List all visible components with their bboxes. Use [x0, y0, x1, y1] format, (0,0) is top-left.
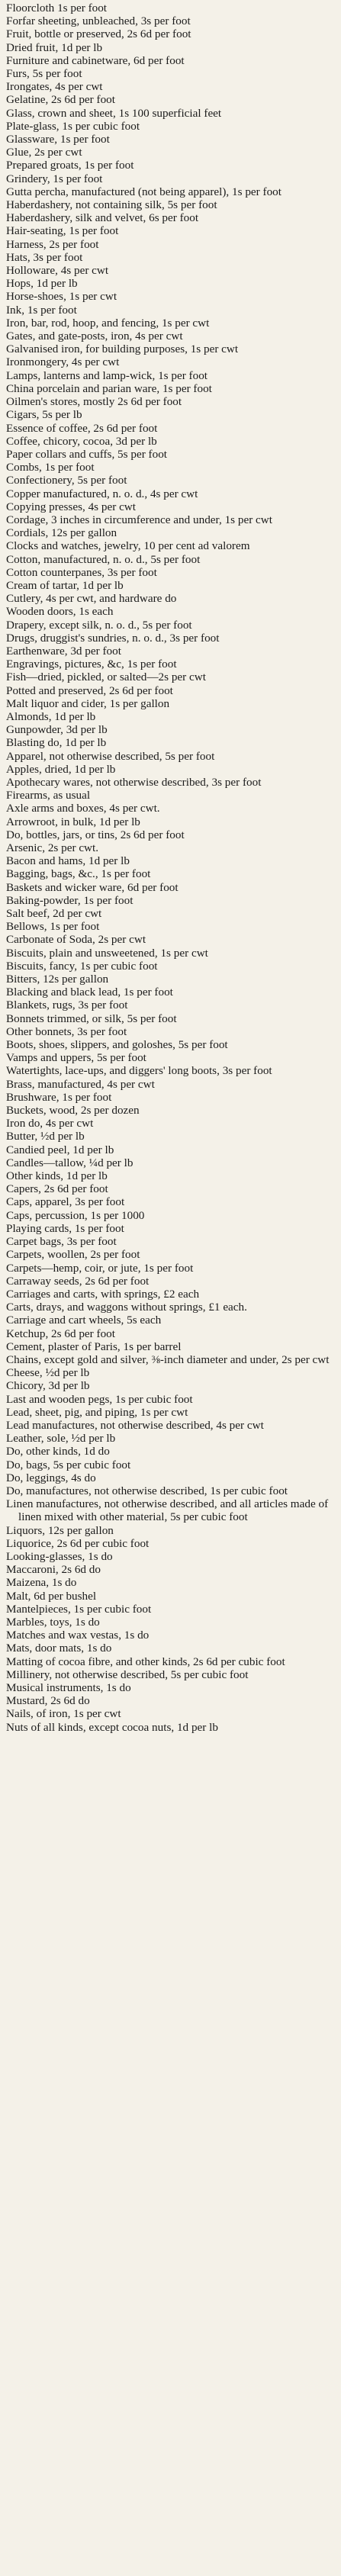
tariff-entry: Furniture and cabinetware, 6d per foot	[6, 53, 185, 67]
tariff-entry: Holloware, 4s per cwt	[6, 264, 109, 278]
tariff-entry: Blankets, rugs, 3s per foot	[6, 999, 128, 1012]
tariff-entry: Linen manufactures, not otherwise described, and all articles made of linen mixed with other material, 5s per cubic foot	[6, 1497, 329, 1524]
tariff-entry: Liquors, 12s per gallon	[6, 1523, 114, 1537]
tariff-entry: Carpets, woollen, 2s per foot	[6, 1248, 140, 1262]
tariff-entry: Cream of tartar, 1d per lb	[6, 578, 124, 592]
tariff-entry: Do, bottles, jars, or tins, 2s 6d per foot	[6, 828, 185, 841]
tariff-entry: Biscuits, fancy, 1s per cubic foot	[6, 959, 158, 973]
tariff-entry: Copying presses, 4s per cwt	[6, 500, 136, 513]
tariff-entry: Baskets and wicker ware, 6d per foot	[6, 880, 179, 894]
tariff-entry: Arsenic, 2s per cwt.	[6, 841, 99, 854]
tariff-entry: Cotton counterpanes, 3s per foot	[6, 565, 157, 579]
tariff-entry: Maizena, 1s do	[6, 1576, 77, 1590]
tariff-entry: Hair-seating, 1s per foot	[6, 224, 119, 238]
tariff-entry: Candied peel, 1d per lb	[6, 1143, 114, 1156]
tariff-entry: Malt, 6d per bushel	[6, 1589, 97, 1603]
tariff-entry: Chicory, 3d per lb	[6, 1379, 90, 1393]
tariff-entry: Lamps, lanterns and lamp-wick, 1s per foot	[6, 368, 208, 382]
tariff-entry: Watertights, lace-ups, and diggers' long boots, 3s per foot	[6, 1064, 272, 1078]
tariff-entry: Looking-glasses, 1s do	[6, 1549, 113, 1563]
tariff-entry: Clocks and watches, jewelry, 10 per cent ad valorem	[6, 539, 250, 553]
tariff-entry: Butter, ½d per lb	[6, 1130, 85, 1143]
tariff-entry: Apothecary wares, not otherwise described, 3s per foot	[6, 775, 262, 789]
tariff-entry: Matches and wax vestas, 1s do	[6, 1629, 150, 1642]
tariff-entry: Drapery, except silk, n. o. d., 5s per foot	[6, 618, 192, 632]
tariff-entry: Bacon and hams, 1d per lb	[6, 854, 130, 868]
tariff-entry: Plate-glass, 1s per cubic foot	[6, 119, 140, 133]
tariff-entry: Ironmongery, 4s per cwt	[6, 355, 120, 369]
tariff-entry: Salt beef, 2d per cwt	[6, 907, 102, 921]
tariff-entry: Gunpowder, 3d per lb	[6, 723, 108, 737]
tariff-entry: Horse-shoes, 1s per cwt	[6, 290, 117, 304]
tariff-entry: Floorcloth 1s per foot	[6, 2, 108, 14]
tariff-entry: Brushware, 1s per foot	[6, 1090, 112, 1104]
tariff-entry: Forfar sheeting, unbleached, 3s per foot	[6, 14, 191, 28]
tariff-entry: Haberdashery, not containing silk, 5s per foot	[6, 198, 217, 212]
tariff-entry: Other bonnets, 3s per foot	[6, 1024, 127, 1038]
tariff-entry: Fish—dried, pickled, or salted—2s per cwt	[6, 671, 206, 684]
tariff-entry: Nails, of iron, 1s per cwt	[6, 1707, 121, 1721]
tariff-entry: Apparel, not otherwise described, 5s per foot	[6, 749, 215, 763]
tariff-entry: Mats, door mats, 1s do	[6, 1642, 112, 1655]
tariff-entry: Brass, manufactured, 4s per cwt	[6, 1077, 155, 1091]
tariff-entry: Glassware, 1s per foot	[6, 133, 110, 146]
tariff-entry: Carriages and carts, with springs, £2 each	[6, 1287, 200, 1301]
tariff-entry: Candles—tallow, ¼d per lb	[6, 1156, 134, 1169]
tariff-entry: Musical instruments, 1s do	[6, 1681, 131, 1694]
tariff-entry: Prepared groats, 1s per foot	[6, 159, 134, 172]
tariff-entry: Carpets—hemp, coir, or jute, 1s per foot	[6, 1261, 194, 1275]
tariff-entry: Paper collars and cuffs, 5s per foot	[6, 447, 168, 461]
tariff-entry: Playing cards, 1s per foot	[6, 1221, 124, 1235]
tariff-entry: Millinery, not otherwise described, 5s per cubic foot	[6, 1667, 249, 1681]
tariff-entry: Cotton, manufactured, n. o. d., 5s per foot	[6, 552, 201, 566]
tariff-entry: Other kinds, 1d per lb	[6, 1169, 108, 1183]
tariff-entry: Vamps and uppers, 5s per foot	[6, 1051, 146, 1065]
tariff-entry: Maccaroni, 2s 6d do	[6, 1563, 101, 1577]
tariff-entry: China porcelain and parian ware, 1s per foot	[6, 381, 212, 395]
tariff-entry: Leather, sole, ½d per lb	[6, 1432, 116, 1446]
tariff-entry: Gutta percha, manufactured (not being apparel), 1s per foot	[6, 185, 281, 198]
tariff-entry: Blasting do, 1d per lb	[6, 736, 107, 750]
tariff-entry: Mantelpieces, 1s per cubic foot	[6, 1602, 152, 1616]
tariff-entry: Bonnets trimmed, or silk, 5s per foot	[6, 1011, 177, 1025]
tariff-entry: Hats, 3s per foot	[6, 250, 83, 264]
tariff-entry: Irongates, 4s per cwt	[6, 80, 103, 94]
tariff-entry: Glass, crown and sheet, 1s 100 superficial feet	[6, 106, 222, 120]
tariff-entry: Buckets, wood, 2s per dozen	[6, 1104, 140, 1118]
tariff-entry: Harness, 2s per foot	[6, 237, 99, 251]
tariff-entry: Copper manufactured, n. o. d., 4s per cwt	[6, 487, 198, 500]
tariff-entry: Biscuits, plain and unsweetened, 1s per cwt	[6, 946, 208, 960]
tariff-entry: Carriage and cart wheels, 5s each	[6, 1314, 162, 1327]
tariff-entry: Apples, dried, 1d per lb	[6, 762, 116, 776]
tariff-entry: Dried fruit, 1d per lb	[6, 40, 103, 54]
tariff-entry: Wooden doors, 1s each	[6, 605, 114, 619]
tariff-entry: Cement, plaster of Paris, 1s per barrel	[6, 1339, 182, 1353]
tariff-entry: Nuts of all kinds, except cocoa nuts, 1d per lb	[6, 1720, 218, 1734]
tariff-entry: Mustard, 2s 6d do	[6, 1694, 90, 1708]
tariff-entry: Ketchup, 2s 6d per foot	[6, 1327, 115, 1340]
tariff-entry: Carraway seeds, 2s 6d per foot	[6, 1274, 150, 1288]
tariff-entry: Carpet bags, 3s per foot	[6, 1235, 117, 1249]
tariff-entry: Do, other kinds, 1d do	[6, 1445, 110, 1458]
tariff-entry: Malt liquor and cider, 1s per gallon	[6, 696, 170, 710]
tariff-entry: Fruit, bottle or preserved, 2s 6d per foot	[6, 27, 191, 41]
tariff-entry: Caps, percussion, 1s per 1000	[6, 1208, 145, 1222]
tariff-entry: Galvanised iron, for building purposes, 1s per cwt	[6, 343, 239, 356]
tariff-entry: Essence of coffee, 2s 6d per foot	[6, 421, 158, 435]
tariff-entry: Baking-powder, 1s per foot	[6, 893, 134, 907]
tariff-entry: Axle arms and boxes, 4s per cwt.	[6, 802, 160, 815]
tariff-entry: Iron, bar, rod, hoop, and fencing, 1s per cwt	[6, 316, 210, 330]
tariff-entry: Hops, 1d per lb	[6, 277, 78, 291]
tariff-entry: Combs, 1s per foot	[6, 461, 95, 474]
tariff-entry: Boots, shoes, slippers, and goloshes, 5s per foot	[6, 1038, 228, 1052]
tariff-entry: Glue, 2s per cwt	[6, 146, 82, 159]
tariff-entry: Gelatine, 2s 6d per foot	[6, 93, 115, 107]
tariff-entry: Engravings, pictures, &c, 1s per foot	[6, 658, 177, 671]
tariff-entry: Ink, 1s per foot	[6, 303, 77, 317]
tariff-entry: Last and wooden pegs, 1s per cubic foot	[6, 1392, 193, 1406]
tariff-entry: Chains, except gold and silver, ⅜-inch diameter and under, 2s per cwt	[6, 1352, 330, 1366]
tariff-entry: Bellows, 1s per foot	[6, 920, 100, 934]
tariff-entry: Marbles, toys, 1s do	[6, 1615, 100, 1629]
tariff-entry: Grindery, 1s per foot	[6, 172, 103, 185]
tariff-entry: Do, bags, 5s per cubic foot	[6, 1458, 131, 1471]
tariff-entry: Furs, 5s per foot	[6, 67, 82, 81]
tariff-entry: Almonds, 1d per lb	[6, 709, 96, 723]
tariff-entry: Carbonate of Soda, 2s per cwt	[6, 933, 146, 947]
tariff-entry: Cheese, ½d per lb	[6, 1366, 90, 1380]
tariff-entry: Firearms, as usual	[6, 789, 91, 802]
tariff-entry: Bitters, 12s per gallon	[6, 973, 109, 986]
tariff-entry: Cordage, 3 inches in circumference and under, 1s per cwt	[6, 513, 272, 526]
tariff-entry: Do, leggings, 4s do	[6, 1471, 96, 1484]
tariff-entry: Cordials, 12s per gallon	[6, 526, 117, 540]
tariff-entry: Do, manufactures, not otherwise described, 1s per cubic foot	[6, 1484, 288, 1497]
tariff-entry: Matting of cocoa fibre, and other kinds, 2s 6d per cubic foot	[6, 1655, 285, 1668]
tariff-entry: Oilmen's stores, mostly 2s 6d per foot	[6, 395, 182, 409]
tariff-entry: Earthenware, 3d per foot	[6, 644, 121, 658]
tariff-entry: Confectionery, 5s per foot	[6, 474, 127, 487]
tariff-entry: Gates, and gate-posts, iron, 4s per cwt	[6, 330, 183, 343]
tariff-entry: Iron do, 4s per cwt	[6, 1117, 94, 1130]
tariff-entry: Carts, drays, and waggons without springs, £1 each.	[6, 1301, 247, 1314]
tariff-entry: Potted and preserved, 2s 6d per foot	[6, 683, 173, 697]
tariff-entry: Cigars, 5s per lb	[6, 408, 82, 422]
tariff-entry: Lead manufactures, not otherwise described, 4s per cwt	[6, 1418, 264, 1432]
tariff-entry: Bagging, bags, &c., 1s per foot	[6, 867, 151, 881]
tariff-entry: Haberdashery, silk and velvet, 6s per foot	[6, 211, 199, 225]
tariff-entry: Liquorice, 2s 6d per cubic foot	[6, 1536, 150, 1550]
tariff-entry: Arrowroot, in bulk, 1d per lb	[6, 815, 140, 828]
tariff-entry: Coffee, chicory, cocoa, 3d per lb	[6, 434, 157, 448]
tariff-entry: Cutlery, 4s per cwt, and hardware do	[6, 592, 177, 606]
tariff-entry: Drugs, druggist's sundries, n. o. d., 3s per foot	[6, 631, 220, 645]
tariff-entry: Lead, sheet, pig, and piping, 1s per cwt	[6, 1405, 188, 1419]
tariff-entry: Caps, apparel, 3s per foot	[6, 1195, 125, 1209]
tariff-entry: Capers, 2s 6d per foot	[6, 1182, 108, 1196]
tariff-entry: Blacking and black lead, 1s per foot	[6, 986, 173, 999]
